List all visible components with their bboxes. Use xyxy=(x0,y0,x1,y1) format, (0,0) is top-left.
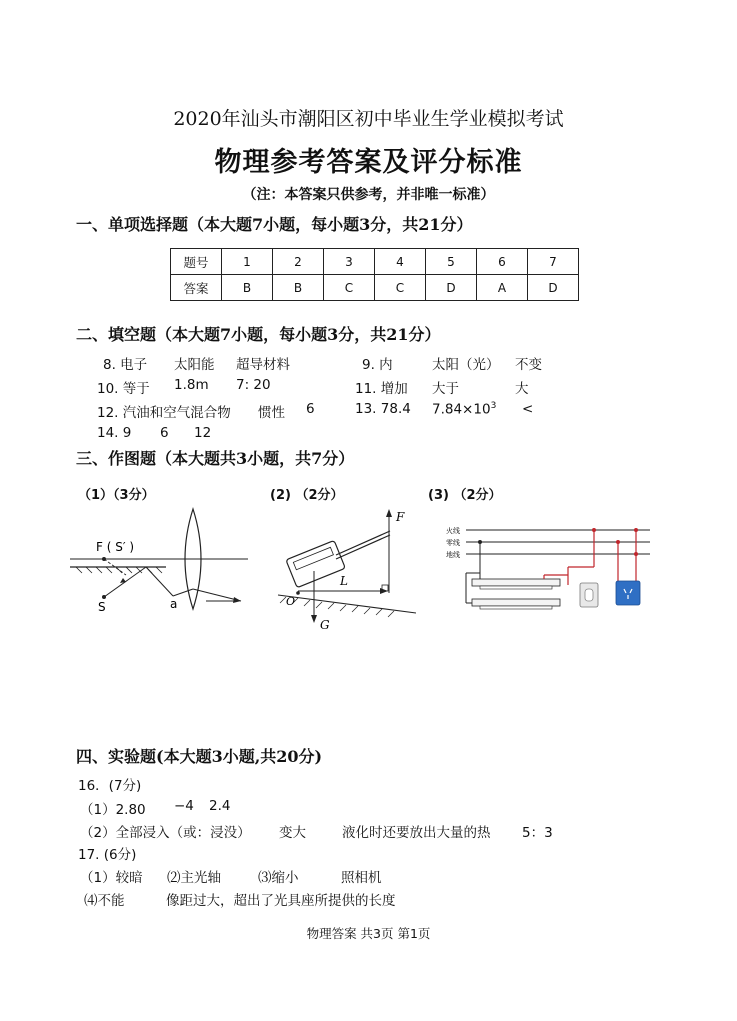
answer-9c: 不变 xyxy=(515,357,542,373)
fig2-caption: (2) （2分） xyxy=(270,488,344,503)
q17-4b: 像距过大，超出了光具座所提供的长度 xyxy=(166,893,396,909)
optics-diagram xyxy=(66,505,256,615)
answer-11b: 大于 xyxy=(432,381,459,397)
label-pivot: O xyxy=(286,595,296,608)
q16-1a: （1）2.80 xyxy=(80,802,146,818)
answer-cell: D xyxy=(528,275,579,301)
row-label-answer: 答案 xyxy=(171,275,222,301)
table-row xyxy=(171,275,579,301)
q17-header: 17. (6分) xyxy=(78,847,137,863)
answer-10c: 7: 20 xyxy=(236,377,271,393)
answer-9a: 9. 内 xyxy=(362,357,393,373)
label-f: F ( S′ ) xyxy=(96,540,135,554)
q17-3b: 照相机 xyxy=(341,870,382,886)
answer-8a: 8. 电子 xyxy=(103,357,148,373)
circuit-diagram xyxy=(444,515,656,615)
question-number: 7 xyxy=(528,249,579,275)
answer-14a: 14. 9 xyxy=(97,425,132,441)
answer-13a: 13. 78.4 xyxy=(355,401,411,417)
q17-4a: ⑷不能 xyxy=(84,893,125,909)
answer-cell: B xyxy=(273,275,324,301)
question-number: 2 xyxy=(273,249,324,275)
q16-2b: 变大 xyxy=(279,825,306,841)
answer-9b: 太阳（光） xyxy=(432,357,500,373)
section3-title: 三、作图题（本大题共3小题，共7分） xyxy=(76,449,355,468)
table-row xyxy=(171,249,579,275)
question-number: 4 xyxy=(375,249,426,275)
q17-1: （1）较暗 xyxy=(80,870,143,886)
answer-14c: 12 xyxy=(194,425,212,441)
answer-8c: 超导材料 xyxy=(236,357,290,373)
answer-cell: C xyxy=(375,275,426,301)
q17-3a: ⑶缩小 xyxy=(258,870,299,886)
answer-cell: C xyxy=(324,275,375,301)
label-ground-wire: 地线 xyxy=(446,551,460,559)
q16-1b: −4 xyxy=(174,798,194,814)
answer-8b: 太阳能 xyxy=(174,357,215,373)
section1-title: 一、单项选择题（本大题7小题，每小题3分，共21分） xyxy=(76,215,473,234)
q16-2d: 5：3 xyxy=(522,825,553,841)
question-number: 1 xyxy=(222,249,273,275)
label-s: S xyxy=(98,600,106,614)
q17-2: ⑵主光轴 xyxy=(167,870,221,886)
doc-subtitle: 物理参考答案及评分标准 xyxy=(214,147,523,178)
q16-2c: 液化时还要放出大量的热 xyxy=(342,825,491,841)
q16-header: 16．(7分) xyxy=(78,778,142,794)
exam-title: 2020年汕头市潮阳区初中毕业生学业模拟考试 xyxy=(173,108,564,130)
answer-cell: D xyxy=(426,275,477,301)
socket-icon xyxy=(616,581,640,605)
answer-12c: 6 xyxy=(306,401,315,417)
label-force: F xyxy=(396,510,405,524)
doc-note: （注：本答案只供参考，并非唯一标准） xyxy=(242,187,495,203)
answer-table xyxy=(170,248,579,301)
answer-13b: $7.84\times 10^3$ xyxy=(432,401,497,418)
question-number: 3 xyxy=(324,249,375,275)
answer-14b: 6 xyxy=(160,425,169,441)
answer-12b: 惯性 xyxy=(258,405,285,421)
question-number: 6 xyxy=(477,249,528,275)
fig3-caption: (3) （2分） xyxy=(428,488,502,503)
section2-title: 二、填空题（本大题7小题，每小题3分，共21分） xyxy=(76,325,441,344)
answer-10a: 10. 等于 xyxy=(97,381,150,397)
answer-11c: 大 xyxy=(515,381,529,397)
row-label-question: 题号 xyxy=(171,249,222,275)
lever-diagram xyxy=(276,505,416,635)
section4-title: 四、实验题(本大题3小题,共20分) xyxy=(76,747,323,766)
page-footer: 物理答案 共3页 第1页 xyxy=(306,926,431,941)
answer-cell: A xyxy=(477,275,528,301)
label-arm: L xyxy=(340,574,348,588)
answer-11a: 11. 增加 xyxy=(355,381,408,397)
question-number: 5 xyxy=(426,249,477,275)
label-neutral-wire: 零线 xyxy=(446,539,460,547)
label-gravity: G xyxy=(320,618,330,632)
answer-13c: < xyxy=(522,401,534,417)
q16-2a: （2）全部浸入（或：浸没） xyxy=(80,825,251,841)
answer-12a: 12. 汽油和空气混合物 xyxy=(97,405,231,421)
fig1-caption: （1）（3分） xyxy=(78,488,155,503)
answer-10b: 1.8m xyxy=(174,377,209,393)
label-a: a xyxy=(170,597,178,611)
answer-cell: B xyxy=(222,275,273,301)
q16-1c: 2.4 xyxy=(209,798,231,814)
label-live-wire: 火线 xyxy=(446,527,460,535)
